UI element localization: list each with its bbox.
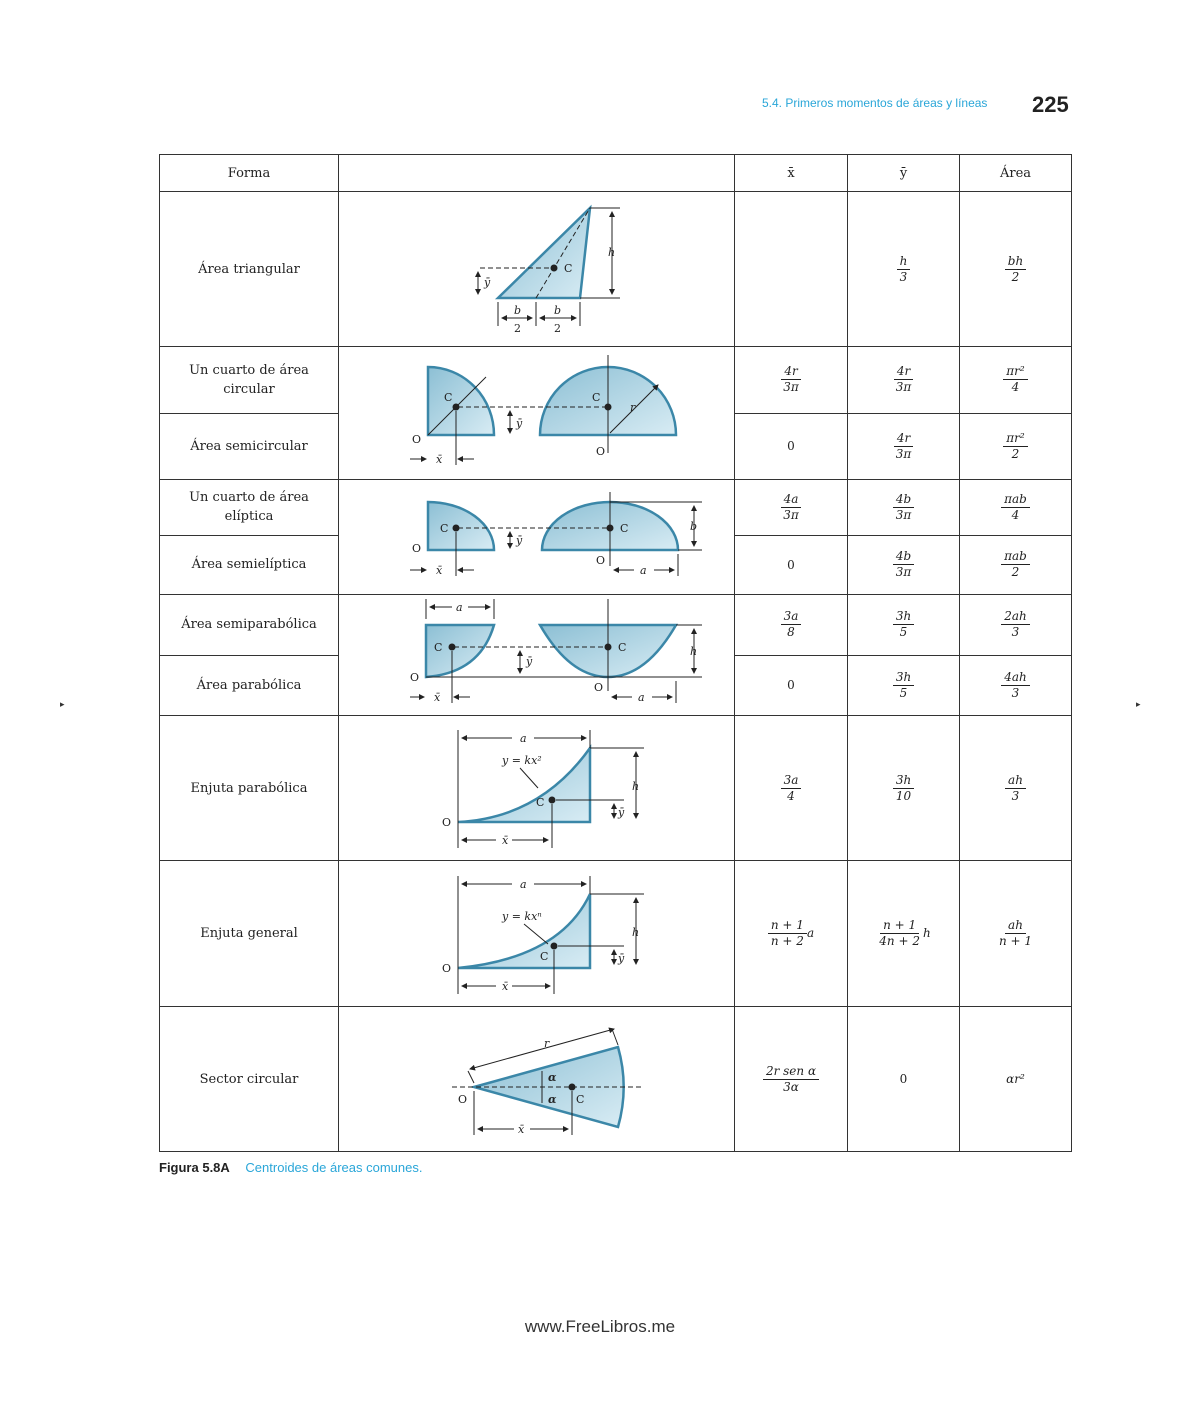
centroid-label: C [617, 641, 626, 654]
centroid-label: C [575, 1093, 584, 1106]
area-cell: $\frac{\text{πr²}}{2}$ [960, 413, 1072, 480]
area-cell: $\frac{bh}{2}$ [960, 192, 1072, 347]
two-label: 2 [553, 322, 561, 335]
centroid-label: C [439, 522, 448, 535]
ybar-cell: 0 [848, 1007, 960, 1152]
ybar-label: ȳ [483, 276, 490, 289]
origin-label: O [441, 816, 451, 829]
parabolic-figure [339, 595, 735, 716]
a-label: a [637, 691, 645, 704]
parabolic-diagram [340, 595, 734, 711]
a-label: a [455, 601, 463, 614]
table-row [160, 716, 1072, 861]
ybar-label: ȳ [515, 417, 522, 430]
table-row [160, 595, 1072, 656]
a-label: a [639, 564, 647, 577]
xbar-label: x̄ [435, 453, 442, 466]
equation-label: y = kx² [501, 754, 542, 767]
xbar-label: x̄ [517, 1123, 524, 1136]
ybar-cell: $\frac{3h}{10}$ [848, 716, 960, 861]
header-area: Área [960, 155, 1072, 192]
table-row [160, 861, 1072, 1007]
origin-label: O [595, 554, 605, 567]
footer-url: www.FreeLibros.me [524, 1317, 676, 1336]
centroid-label: C [619, 522, 628, 535]
centroid-point [568, 1084, 575, 1091]
quarter-ellipse-shape [428, 502, 494, 550]
general-spandrel-shape [458, 894, 590, 968]
header-ybar: ȳ [848, 155, 960, 192]
margin-mark-left: ▸ [60, 700, 65, 710]
area-cell: $\frac{\text{πr²}}{4}$ [960, 347, 1072, 414]
centroid-point [452, 525, 459, 532]
xbar-label: x̄ [501, 979, 508, 993]
general-spandrel-figure [339, 861, 735, 1007]
a-label: a [519, 732, 527, 745]
b-label: b [513, 304, 521, 317]
table-row [160, 192, 1072, 347]
shape-name: Enjuta parabólica [160, 716, 339, 861]
a-label: a [519, 877, 527, 891]
area-cell: $\frac{4ah}{3}$ [960, 655, 1072, 716]
xbar-cell: $\frac{4a}{3\pi}$ [735, 480, 848, 536]
centroid-point [604, 644, 611, 651]
ybar-cell: $\frac{4r}{3\pi}$ [848, 347, 960, 414]
alpha-label: α [547, 1071, 556, 1084]
sector-figure [339, 1007, 735, 1152]
area-cell: αr² [960, 1007, 1072, 1152]
header-figure [339, 155, 735, 192]
centroid-point [548, 797, 555, 804]
area-cell: $\frac{2ah}{3}$ [960, 595, 1072, 656]
ybar-cell: $\frac{4b}{3\pi}$ [848, 535, 960, 594]
origin-label: O [411, 433, 421, 446]
table-row [160, 1007, 1072, 1152]
centroid-point [604, 404, 611, 411]
xbar-cell: $\frac{3a}{4}$ [735, 716, 848, 861]
circle-diagram [340, 347, 734, 475]
origin-label: O [409, 671, 419, 684]
xbar-cell: $\frac{\text{2r sen α}}{3\alpha}$ [735, 1007, 848, 1152]
centroid-label: C [433, 641, 442, 654]
xbar-label: x̄ [433, 691, 440, 704]
alpha-label: α [547, 1093, 556, 1106]
shape-name: Área parabólica [160, 655, 339, 716]
centroid-point [550, 265, 557, 272]
general-spandrel-diagram [340, 862, 734, 1002]
ybar-cell: $\frac{4b}{3\pi}$ [848, 480, 960, 536]
h-label: h [631, 925, 639, 939]
origin-label: O [593, 681, 603, 694]
area-cell: $\frac{ah}{3}$ [960, 716, 1072, 861]
centroid-point [550, 942, 557, 949]
caption-label: Figura 5.8A [159, 1160, 230, 1175]
centroid-point [452, 404, 459, 411]
circular-sector-diagram [340, 1007, 734, 1147]
shape-name: Sector circular [160, 1007, 339, 1152]
ybar-cell: $\frac{h}{3}$ [848, 192, 960, 347]
h-label: h [607, 246, 615, 259]
shape-name: Un cuarto de área circular [160, 347, 339, 414]
r-label: r [629, 401, 635, 414]
centroid-label: C [539, 949, 548, 963]
header-xbar: x̄ [735, 155, 848, 192]
ybar-label: ȳ [515, 534, 522, 547]
h-label: h [689, 645, 697, 658]
xbar-cell: 0 [735, 413, 848, 480]
area-cell: $\frac{ah}{n + 1}$ [960, 861, 1072, 1007]
xbar-cell: 0 [735, 535, 848, 594]
margin-mark-right: ▸ [1136, 700, 1141, 710]
centroid-label: C [591, 391, 600, 404]
origin-label: O [595, 445, 605, 458]
ybar-cell: $\frac{4r}{3\pi}$ [848, 413, 960, 480]
shape-name: Área semiparabólica [160, 595, 339, 656]
xbar-cell [735, 192, 848, 347]
ybar-label: ȳ [617, 806, 624, 819]
caption-text: Centroides de áreas comunes. [245, 1160, 423, 1175]
parabolic-spandrel-diagram [340, 716, 734, 856]
ybar-label: ȳ [617, 951, 624, 965]
centroid-label: C [443, 391, 452, 404]
area-cell: $\frac{\text{πab}}{2}$ [960, 535, 1072, 594]
shape-name: Área triangular [160, 192, 339, 347]
ellipse-figure [339, 480, 735, 595]
origin-label: O [457, 1093, 467, 1106]
two-label: 2 [513, 322, 521, 335]
shape-name: Un cuarto de área elíptica [160, 480, 339, 536]
ellipse-diagram [340, 480, 734, 590]
header-forma: Forma [160, 155, 339, 192]
xbar-cell: 0 [735, 655, 848, 716]
triangle-figure [339, 192, 735, 347]
figure-caption [159, 1160, 422, 1175]
circle-figure [339, 347, 735, 480]
b-label: b [689, 520, 697, 533]
r-label: r [543, 1037, 549, 1050]
b-label: b [553, 304, 561, 317]
centroid-label: C [535, 796, 544, 809]
centroid-table [159, 154, 1072, 1152]
shape-name: Enjuta general [160, 861, 339, 1007]
table-header-row [160, 155, 1072, 192]
shape-name: Área semielíptica [160, 535, 339, 594]
running-header: 5.4. Primeros momentos de áreas y líneas [762, 96, 988, 110]
centroid-point [606, 525, 613, 532]
h-label: h [631, 780, 639, 793]
xbar-cell: $\frac{4r}{3\pi}$ [735, 347, 848, 414]
xbar-label: x̄ [501, 834, 508, 847]
ybar-cell: $\frac{3h}{5}$ [848, 595, 960, 656]
ybar-cell: $\frac{n + 1}{4n + 2}$ h [848, 861, 960, 1007]
ybar-label: ȳ [525, 655, 532, 668]
triangle-diagram [340, 192, 734, 342]
xbar-cell: $\frac{3a}{8}$ [735, 595, 848, 656]
origin-label: O [411, 542, 421, 555]
equation-label: y = kxⁿ [501, 909, 542, 923]
centroid-point [448, 644, 455, 651]
table-row [160, 480, 1072, 536]
table-row [160, 347, 1072, 414]
area-cell: $\frac{\text{πab}}{4}$ [960, 480, 1072, 536]
shape-name: Área semicircular [160, 413, 339, 480]
ybar-cell: $\frac{3h}{5}$ [848, 655, 960, 716]
xbar-label: x̄ [435, 564, 442, 577]
origin-label: O [441, 961, 451, 975]
centroid-label: C [563, 262, 572, 275]
triangle-shape [498, 208, 590, 298]
spandrel-figure [339, 716, 735, 861]
page-number: 225 [1032, 92, 1069, 117]
xbar-cell: $\frac{n + 1}{n + 2}$ a [735, 861, 848, 1007]
